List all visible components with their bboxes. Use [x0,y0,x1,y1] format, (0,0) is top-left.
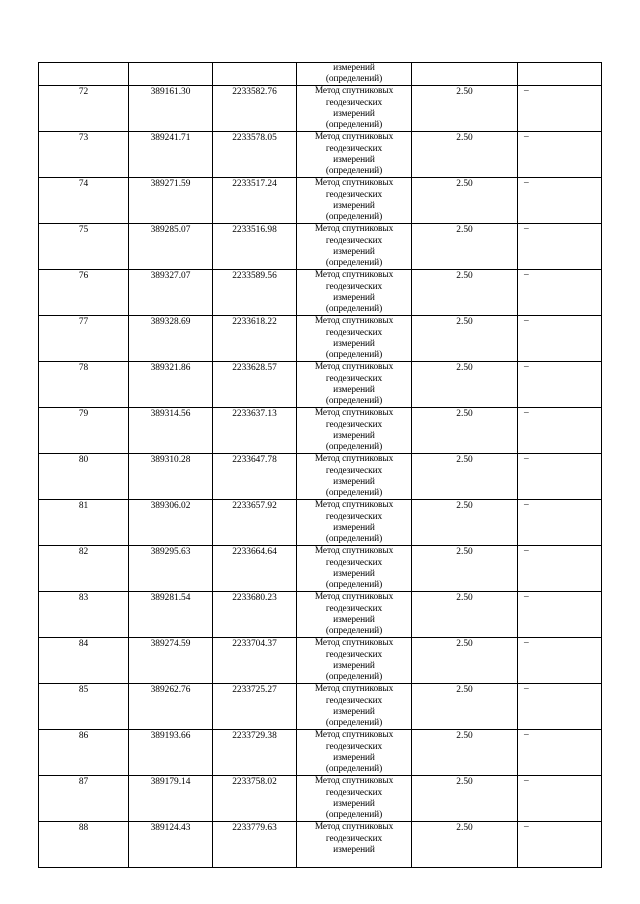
cell-num: 83 [39,592,129,638]
description-line: Метод спутниковых [314,224,394,235]
cell-description [297,63,412,86]
description-line: (определений) [325,626,383,637]
cell-y: 2233664.64 [213,546,297,592]
cell-num: 84 [39,638,129,684]
cell-num: 87 [39,776,129,822]
cell-num: 80 [39,454,129,500]
cell-x: 389281.54 [129,592,213,638]
description-line: Метод спутниковых [314,362,394,373]
description-line: Метод спутниковых [314,454,394,465]
cell-x: 389314.56 [129,408,213,454]
cell-x: 389193.66 [129,730,213,776]
description-line: Метод спутниковых [314,270,394,281]
cell-x: 389161.30 [129,86,213,132]
cell-accuracy: 2.50 [412,132,518,178]
description-line: (определений) [325,672,383,683]
description-line: геодезических [325,97,383,108]
table-body [39,63,602,868]
description-line: Метод спутниковых [314,638,394,649]
cell-accuracy: 2.50 [412,730,518,776]
description-line: Метод спутниковых [314,178,394,189]
description-line: измерений [333,292,375,303]
cell-y: 2233729.38 [213,730,297,776]
description-line: геодезических [325,603,383,614]
cell-num: 81 [39,500,129,546]
description-line: геодезических [325,189,383,200]
cell-note: – [518,316,602,362]
table-row [39,270,602,316]
table-row [39,408,602,454]
cell-accuracy: 2.50 [412,408,518,454]
description-line: измерений [333,384,375,395]
cell-description [297,546,412,592]
cell-num: 75 [39,224,129,270]
description-line: геодезических [325,787,383,798]
cell-num: 74 [39,178,129,224]
cell-num: 77 [39,316,129,362]
table-row [39,822,602,868]
cell-y: 2233725.27 [213,684,297,730]
cell-note: – [518,730,602,776]
description-line: геодезических [325,143,383,154]
description-line: (определений) [325,534,383,545]
cell-y: 2233637.13 [213,408,297,454]
cell-y: 2233779.63 [213,822,297,868]
cell-description [297,730,412,776]
description-line: (определений) [325,764,383,775]
description-line: Метод спутниковых [314,592,394,603]
description-line: Метод спутниковых [314,822,394,833]
cell-x: 389179.14 [129,776,213,822]
table-row [39,684,602,730]
cell-num: 78 [39,362,129,408]
cell-description [297,362,412,408]
description-line: Метод спутниковых [314,730,394,741]
description-line: (определений) [325,488,383,499]
description-line: измерений [333,706,375,717]
cell-note: – [518,408,602,454]
cell-y: 2233578.05 [213,132,297,178]
table-row [39,730,602,776]
cell-num: 82 [39,546,129,592]
cell-description [297,500,412,546]
cell-accuracy: 2.50 [412,224,518,270]
description-line: (определений) [325,74,383,85]
cell-x: 389274.59 [129,638,213,684]
cell-accuracy: 2.50 [412,362,518,408]
cell-accuracy: 2.50 [412,454,518,500]
table-row [39,454,602,500]
cell-x: 389285.07 [129,224,213,270]
cell-y: 2233618.22 [213,316,297,362]
cell-y: 2233517.24 [213,178,297,224]
cell-description [297,638,412,684]
cell-y: 2233647.78 [213,454,297,500]
description-line: Метод спутниковых [314,684,394,695]
cell-y: 2233657.92 [213,500,297,546]
cell-description [297,454,412,500]
description-line: (определений) [325,304,383,315]
description-line: измерений [333,108,375,119]
cell-description [297,684,412,730]
table-row [39,362,602,408]
description-line: (определений) [325,580,383,591]
description-line: Метод спутниковых [314,316,394,327]
cell-accuracy [412,63,518,86]
description-line: геодезических [325,419,383,430]
cell-accuracy: 2.50 [412,684,518,730]
description-line: измерений [333,246,375,257]
description-line: измерений [333,614,375,625]
description-line: измерений [333,476,375,487]
cell-y: 2233758.02 [213,776,297,822]
cell-note: – [518,638,602,684]
cell-num: 73 [39,132,129,178]
description-line: геодезических [325,833,383,844]
cell-description [297,224,412,270]
description-line: геодезических [325,465,383,476]
cell-description [297,776,412,822]
description-line: (определений) [325,120,383,131]
cell-note: – [518,178,602,224]
cell-accuracy: 2.50 [412,776,518,822]
description-line: геодезических [325,741,383,752]
description-line: (определений) [325,166,383,177]
cell-x [129,63,213,86]
cell-y [213,63,297,86]
cell-accuracy: 2.50 [412,500,518,546]
cell-y: 2233516.98 [213,224,297,270]
cell-accuracy: 2.50 [412,270,518,316]
table-row [39,224,602,270]
description-line: геодезических [325,235,383,246]
description-line: Метод спутниковых [314,546,394,557]
cell-note: – [518,776,602,822]
cell-x: 389321.86 [129,362,213,408]
table-row [39,546,602,592]
description-line: (определений) [325,396,383,407]
cell-description [297,86,412,132]
cell-x: 389124.43 [129,822,213,868]
cell-num [39,63,129,86]
description-line: измерений [333,338,375,349]
description-line: Метод спутниковых [314,776,394,787]
cell-accuracy: 2.50 [412,822,518,868]
continuation-row [39,63,602,86]
cell-x: 389241.71 [129,132,213,178]
cell-x: 389271.59 [129,178,213,224]
cell-description [297,822,412,868]
cell-description [297,408,412,454]
cell-description [297,132,412,178]
description-line: измерений [333,154,375,165]
cell-num: 88 [39,822,129,868]
cell-accuracy: 2.50 [412,546,518,592]
description-line: геодезических [325,373,383,384]
description-line: измерений [333,660,375,671]
cell-accuracy: 2.50 [412,86,518,132]
table-row [39,178,602,224]
cell-num: 85 [39,684,129,730]
description-line: геодезических [325,695,383,706]
cell-note: – [518,822,602,868]
cell-note: – [518,592,602,638]
table-row [39,86,602,132]
cell-description [297,316,412,362]
description-line: геодезических [325,511,383,522]
description-line: измерений [333,798,375,809]
cell-x: 389262.76 [129,684,213,730]
cell-y: 2233582.76 [213,86,297,132]
cell-note: – [518,224,602,270]
cell-note [518,63,602,86]
cell-note: – [518,86,602,132]
cell-note: – [518,270,602,316]
description-line: геодезических [325,557,383,568]
description-line: (определений) [325,718,383,729]
cell-note: – [518,362,602,408]
table-row [39,638,602,684]
description-line: измерений [333,752,375,763]
cell-accuracy: 2.50 [412,316,518,362]
description-line: измерений [333,200,375,211]
description-line: измерений [333,522,375,533]
cell-y: 2233704.37 [213,638,297,684]
cell-x: 389327.07 [129,270,213,316]
table-row [39,776,602,822]
table-row [39,592,602,638]
description-line: измерений [333,63,375,73]
description-line: измерений [333,568,375,579]
description-line: (определений) [325,810,383,821]
cell-x: 389310.28 [129,454,213,500]
description-line: Метод спутниковых [314,132,394,143]
description-line: геодезических [325,327,383,338]
cell-note: – [518,132,602,178]
description-line: (определений) [325,258,383,269]
cell-accuracy: 2.50 [412,178,518,224]
cell-description [297,178,412,224]
table-row [39,132,602,178]
description-line: Метод спутниковых [314,408,394,419]
cell-y: 2233680.23 [213,592,297,638]
description-line: измерений [333,844,375,855]
cell-x: 389295.63 [129,546,213,592]
cell-note: – [518,684,602,730]
description-line: (определений) [325,442,383,453]
cell-y: 2233628.57 [213,362,297,408]
cell-accuracy: 2.50 [412,592,518,638]
cell-x: 389328.69 [129,316,213,362]
description-line: Метод спутниковых [314,86,394,97]
description-line: геодезических [325,281,383,292]
cell-description [297,592,412,638]
cell-num: 86 [39,730,129,776]
table-row [39,316,602,362]
coordinates-table [38,62,602,868]
cell-note: – [518,500,602,546]
cell-num: 79 [39,408,129,454]
cell-num: 76 [39,270,129,316]
cell-y: 2233589.56 [213,270,297,316]
description-line: геодезических [325,649,383,660]
description-line: (определений) [325,212,383,223]
description-line: (определений) [325,350,383,361]
cell-x: 389306.02 [129,500,213,546]
table-row [39,500,602,546]
cell-note: – [518,546,602,592]
cell-num: 72 [39,86,129,132]
description-line: измерений [333,430,375,441]
cell-note: – [518,454,602,500]
description-line: Метод спутниковых [314,500,394,511]
cell-accuracy: 2.50 [412,638,518,684]
cell-description [297,270,412,316]
